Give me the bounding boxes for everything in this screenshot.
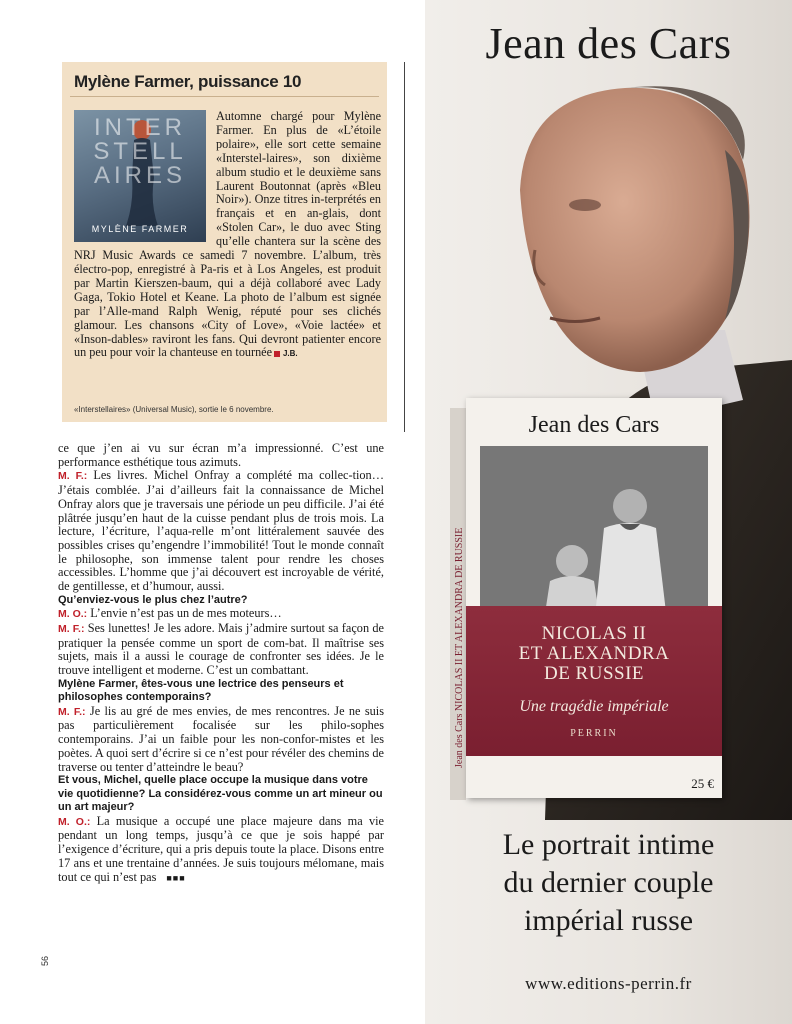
- tagline-line: du dernier couple: [503, 866, 714, 899]
- album-sidebar-box: [62, 62, 387, 422]
- cover-title: INTER STELL AIRES: [93, 114, 187, 189]
- interview-text: [58, 442, 384, 885]
- column-divider: [404, 62, 405, 432]
- publisher-url[interactable]: www.editions-perrin.fr: [525, 974, 692, 993]
- paragraph: [58, 469, 384, 593]
- book-title: [466, 624, 722, 684]
- speaker-label: M. F.:: [58, 470, 88, 483]
- end-mark-icon: [274, 351, 280, 357]
- speaker-label: M. F.:: [58, 705, 86, 718]
- sidebar-title: Mylène Farmer, puissance 10: [74, 72, 302, 91]
- spine-label: Jean des Cars NICOLAS II ET ALEXANDRA DE RUSSIE: [454, 527, 465, 768]
- paragraph: [58, 815, 384, 886]
- book-spine-text: [452, 468, 466, 768]
- book-title-line: NICOLAS II: [541, 623, 647, 644]
- answer-text: L’envie n’est pas un de mes moteurs…: [87, 606, 282, 621]
- ad-author-name: Jean des Cars: [485, 19, 732, 68]
- book-author: Jean des Cars: [528, 412, 660, 438]
- album-cover-image: [74, 110, 206, 242]
- answer-text: La musique a occupé une place majeure dans ma vie pendant un long temps, jusqu’à ce que je sois happé par l’exigence d’écriture, qui a pris depuis toute la place. Disons entre 17 ans et une trentaine d’années. Je suis toujours mélomane, mais tout ce qui n’est pas: [58, 813, 384, 884]
- book-subtitle: Une tragédie impériale: [519, 698, 669, 715]
- question: Mylène Farmer, êtes-vous une lectrice des penseurs et philosophes contemporains?: [58, 677, 344, 704]
- sidebar-caption: «Interstellaires» (Universal Music), sortie le 6 novembre.: [74, 405, 274, 414]
- paragraph: [58, 622, 384, 678]
- speaker-label: M. O.:: [58, 608, 88, 621]
- book-publisher: PERRIN: [570, 728, 618, 739]
- book-title-line: DE RUSSIE: [543, 663, 645, 684]
- paragraph: [58, 607, 384, 622]
- question: Et vous, Michel, quelle place occupe la musique dans votre vie quotidienne? La considérez-vous comme un art mineur ou un art majeur?: [58, 774, 383, 814]
- sidebar-title-rule: [70, 96, 379, 97]
- answer-text: Ses lunettes! Je les adore. Mais j’admire surtout sa façon de pratiquer la pensée comme un sport de com-bat. Il maîtrise ses sujets, mais il a aussi le courage de confronter ses idées. Je le trouve intelligent et moderne. C’est un combattant.: [58, 620, 384, 678]
- page-number: 56: [40, 955, 50, 966]
- paragraph: ce que j’en ai vu sur écran m’a impressionné. C’est une performance esthétique tous azimuts.: [58, 441, 384, 469]
- book-front: [466, 398, 722, 798]
- answer-text: Les livres. Michel Onfray a complété ma collec-tion… J’étais comblée. J’ai d’ailleurs fait la connaissance de Michel Onfray alors que je traversais une période un peu difficile. J’ai été plâtrée jusqu’en haut de la cuisse pendant plus de trois mois. La lecture, l’écriture, l’aqua-relle m’ont littéralement sauvée des possibles crises qu’engendre l’immobilité! Tout le monde connaît le philosophe, son immense talent pour rendre les choses accessibles. L’homme que j’ai découvert est incroyable de vérité, de gentillesse, et d’humour, aussi.: [58, 468, 385, 594]
- book-title-line: ET ALEXANDRA: [518, 643, 670, 664]
- paragraph: [58, 705, 384, 775]
- book-price: 25 €: [691, 776, 714, 791]
- speaker-label: M. O.:: [58, 815, 91, 828]
- speaker-label: M. F.:: [58, 622, 85, 635]
- question: Qu’enviez-vous le plus chez l’autre?: [58, 593, 248, 606]
- sidebar-body: Automne chargé pour Mylène Farmer. En plus de «L’étoile polaire», elle sort cette semaine «Interstel-laires», son dixième album studio et le deuxième sans Laurent Boutonnat (après «Bleu Noir»). Onze titres in-terprétés en français et en an-glais, dont «Stolen Car», le duo avec Sting qu’elle chantera sur la scène des NRJ Music Awards ce samedi 7 novembre. L’album, très électro-pop, enregistré à Pa-ris et à Los Angeles, est produit par Martin Kierszen-baum, qui a déjà collaboré avec Lady Gaga, Tokio Hotel et Keane. La photo de l’album est signée par l’Alle-mand Ralph Wenig, réputé pour ses clichés glamour. Les chansons «City of Love», «Voie lactée» et «Inson-dables» raviront les fans. Qui devront patienter encore un peu pour voir la chanteuse en tournée: [74, 109, 381, 360]
- tagline-line: Le portrait intime: [502, 828, 715, 861]
- answer-text: Je lis au gré de mes envies, de mes rencontres. Je ne suis pas particulièrement focalisée sur les philo-sophes contemporains. J’ai un faible pour les non-confor-mistes et les poètes. A quoi sert d’écrire si ce n’est pour révéler des chemins de traverse ou tenter d’atteindre le beau?: [58, 703, 384, 774]
- tagline-line: impérial russe: [523, 904, 694, 937]
- book-cover: [454, 398, 722, 798]
- cover-artist: MYLÈNE FARMER: [91, 224, 189, 234]
- continued-marker: ■■■: [166, 872, 186, 883]
- sidebar-credit: J.B.: [282, 349, 298, 359]
- ad-tagline: [425, 826, 792, 940]
